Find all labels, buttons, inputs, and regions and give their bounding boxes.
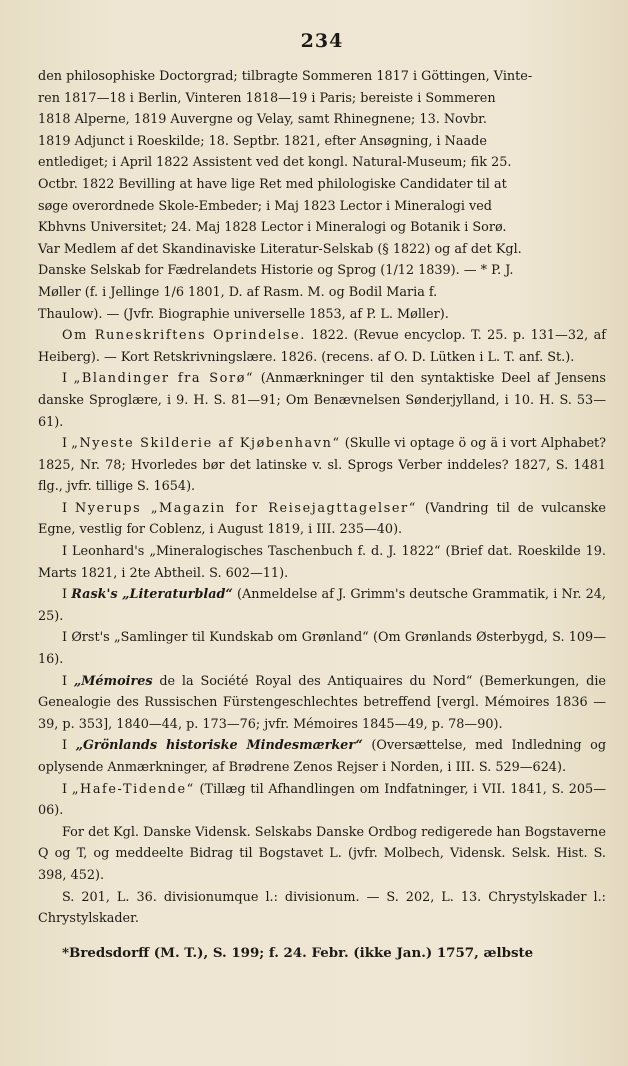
bibliography-entry [38,735,606,778]
text-line: Kbhvns Universitet; 24. Maj 1828 Lector i Mineralogi og Botanik i Sorø. [38,220,507,236]
entry-details: (Vandring til de vulcanske Egne, vestlig for Coblenz, i August 1819, i III. 235—40). [38,500,606,538]
bibliography-entry [38,887,606,930]
bibliography-entry [38,498,606,541]
text-line: ren 1817—18 i Berlin, Vinteren 1818—19 i Paris; bereiste i Sommeren [38,90,496,106]
entry-prefix: I [62,738,76,754]
entry-title: Om Runeskriftens Oprindelse. [62,328,306,344]
entry-details: (Oversættelse, med Indledning og oplysende Anmærkninger, af Brødrene Zenos Rejser i Norden, i III. S. 529—624). [38,738,607,775]
bibliography-entry [38,822,606,887]
entry-prefix: I [62,587,72,603]
entry-details: de la Société Royal des Antiquaires du Nord“ (Bemerkungen, die Genealogie des Russischen Fürstengeschlechtes betreffend [vergl. Mémoires 1836 —39, p. 353], 1840—44, p. 173—76; jvfr. Mémoires 1845—49, p. 78—90). [38,673,606,732]
bibliography-entry [38,627,606,670]
entry-prefix: I [62,371,74,387]
entry-prefix: I [62,436,72,452]
entry-title: „Blandinger fra Sorø“ [73,371,255,387]
entry-title: „Nyeste Skilderie af Kjøbenhavn“ [71,436,341,452]
bibliography-entry [38,368,606,433]
text-line: 1819 Adjunct i Roeskilde; 18. Septbr. 1821, efter Ansøgning, i Naade [38,133,487,149]
entry-prefix: I [62,781,72,797]
entry-title: S. 201, L. 36. [62,889,157,905]
text-line: søge overordnede Skole-Embeder; i Maj 1823 Lector i Mineralogi ved [38,198,493,214]
entry-details: divisionumque l.: divisionum. — S. 202, L. 13. Chrystylskader l.: Chrystylskader. [38,889,606,927]
entry-details: redigerede han Bogstaverne Q og T, og meddeelte Bidrag til Bogstavet L. (jvfr. Molbech, Vidensk. Selsk. Hist. S. 398, 452). [38,824,606,883]
bibliography-entry [38,325,606,368]
text-line: Møller (f. i Jellinge 1/6 1801, D. af Rasm. M. og Bodil Maria f. [38,284,438,300]
bibliography-entry [38,779,606,822]
entry-title: „Mémoires [73,673,153,689]
entry-details: (Skulle vi optage ö og ä i vort Alphabet? 1825, Nr. 78; Hvorledes bør det latinske v. sl. Sprogs Verber inddeles? 1827, S. 1481 flg., jvfr. tillige S. 1654). [38,436,607,495]
text-line: Var Medlem af det Skandinaviske Literatur-Selskab (§ 1822) og af det Kgl. [38,241,522,257]
page-number: 234 [300,30,344,52]
entry-title: Nyerups „Magazin for Reisejagttagelser“ [74,500,417,516]
text-line: Octbr. 1822 Bevilling at have lige Ret med philologiske Candidater til at [38,176,507,192]
entry-prefix: I [62,630,72,646]
bibliography-entry [38,433,606,498]
entry-title: Leonhard's „Mineralogisches Taschenbuch f. d. J. 1822“ [72,544,441,560]
entry-details: 1822. (Revue encyclop. T. 25. p. 131—32, af Heiberg). — Kort Retskrivningslære. 1826. (recens. af O. D. Lütken i L. T. anf. St.). [38,328,606,365]
entry-prefix: I [62,500,75,516]
next-entry-heading: *Bredsdorff (M. T.), S. 199; f. 24. Febr. (ikke Jan.) 1757, ælbste [62,944,534,961]
biography-text [38,66,606,325]
entry-prefix: I [62,673,74,689]
entry-details: (Anmærkninger til den syntaktiske Deel af Jensens danske Sproglære, i 9. H. S. 81—91; Om Benævnelsen Sønderjylland, i 10. H. S. 53—61). [38,371,606,430]
text-line: 1818 Alperne, 1819 Auvergne og Velay, samt Rhinegnene; 13. Novbr. [38,112,487,128]
bibliography-entry [38,541,606,584]
entry-details: (Tillæg til Afhandlingen om Indfatninger, i VII. 1841, S. 205—06). [38,781,606,819]
entry-title: Ørst's „Samlinger til Kundskab om Grønland“ [71,630,369,646]
bibliography-entry [38,671,606,736]
text-line: Danske Selskab for Fædrelandets Historie og Sprog (1/12 1839). — * P. J. [38,263,514,279]
text-line: Thaulow). — (Jvfr. Biographie universelle 1853, af P. L. Møller). [38,306,449,322]
bibliography-list [38,325,606,930]
entry-details: (Om Grønlands Østerbygd, S. 109—16). [38,630,606,668]
entry-title: „Grönlands historiske Mindesmærker“ [75,738,363,754]
text-line: den philosophiske Doctorgrad; tilbragte Sommeren 1817 i Göttingen, Vinte- [38,69,533,84]
entry-details: (Brief dat. Roeskilde 19. Marts 1821, i 2te Abtheil. S. 602—11). [38,544,606,581]
bibliography-entry [38,584,606,627]
entry-title: „Hafe-Tidende“ [71,781,195,797]
entry-title: Rask's „Literaturblad“ [71,587,233,603]
entry-title: For det Kgl. Danske Vidensk. Selskabs Danske Ordbog [62,824,418,840]
text-line: entlediget; i April 1822 Assistent ved det kongl. Natural-Museum; fik 25. [38,155,512,171]
entry-prefix: I [62,544,73,560]
entry-details: (Anmeldelse af J. Grimm's deutsche Grammatik, i Nr. 24, 25). [38,587,606,624]
